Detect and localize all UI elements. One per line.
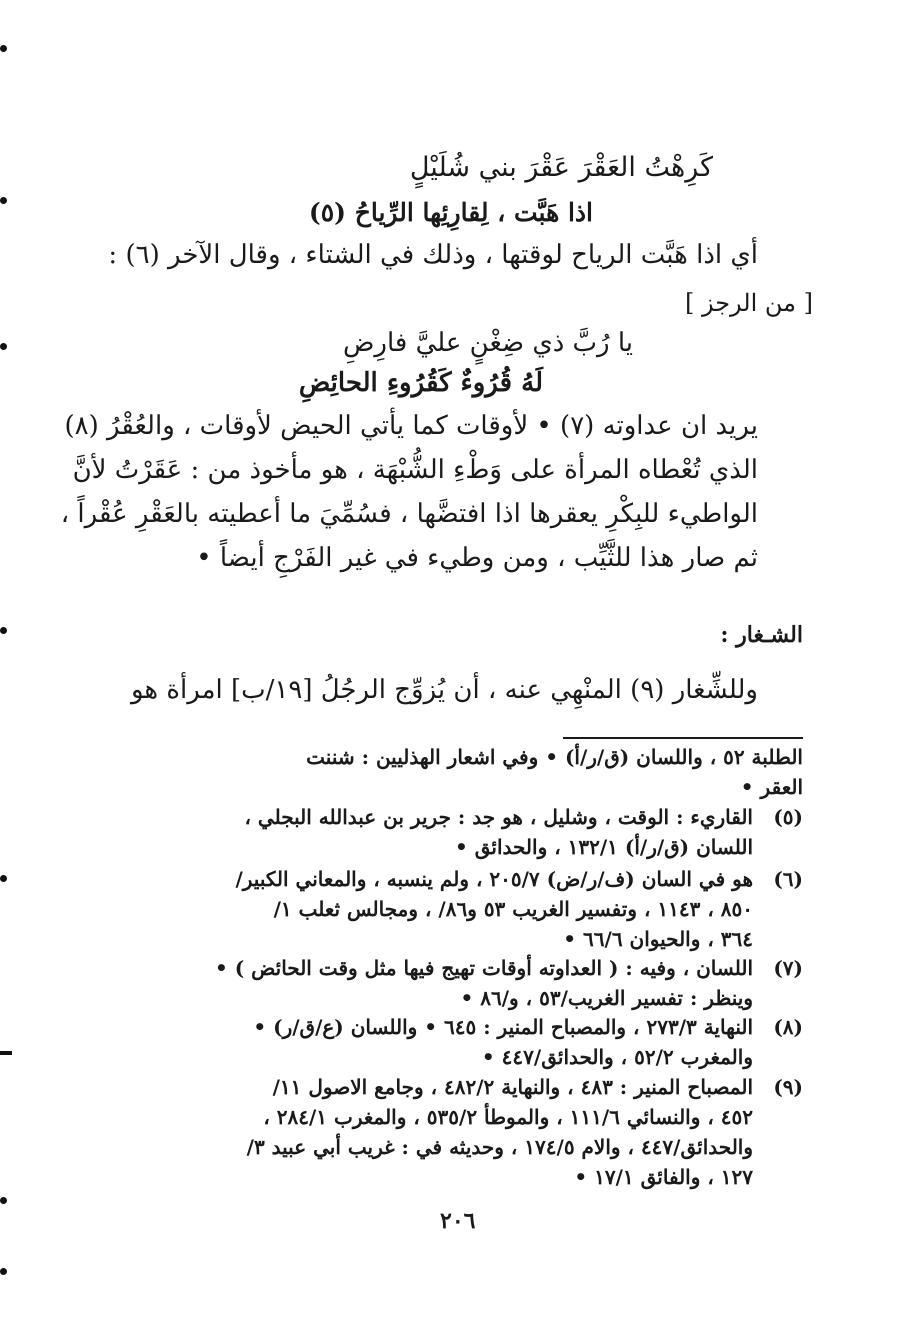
footnote-9 xyxy=(163,1072,803,1192)
footnote-line: اللسان (ق/ر/أ) ١٣٢/١ ، والحدائق • xyxy=(454,835,753,859)
footnote-line: والحدائق/٤٤٧ ، والام ١٧٤/٥ ، وحديثه في : غريب أبي عبيد ٣/ xyxy=(246,1135,753,1159)
footnote-line: ٨٥٠ ، ١١٤٣ ، وتفسير الغريب ٥٣ و٨٦/ ، ومجالس ثعلب ١/ xyxy=(273,897,753,921)
verse-line-3: يا رُبَّ ذي ضِغْنٍ عليَّ فارِضِ xyxy=(343,328,633,358)
footnote-line: هو في السان (ف/ر/ض) ٢٠٥/٧ ، ولم ينسبه ، والمعاني الكبير/ xyxy=(235,867,753,891)
footnote-number: (٦) xyxy=(773,867,803,891)
footnote-separator xyxy=(563,737,803,739)
footnote-line: ٤٥٢ ، والنسائي ١١١/٦ ، والموطأ ٥٣٥/٢ ، والمغرب ٢٨٤/١ ، xyxy=(263,1105,753,1129)
footnote-6 xyxy=(163,864,803,954)
footnote-number: (٨) xyxy=(773,1015,803,1039)
footnote-number: (٩) xyxy=(773,1075,803,1099)
body-line-5: ثم صار هذا للثَّيِّب ، ومن وطيء في غير الفَرْجِ أيضاً • xyxy=(196,543,758,573)
binding-mark xyxy=(0,627,7,634)
binding-mark xyxy=(0,1268,7,1275)
body-line-3: الذي تُعْطاه المرأة على وَطْءِ الشُّبْهَة ، هو مأخوذ من : عَقَرْتُ لأنَّ xyxy=(72,455,758,485)
footnote-7 xyxy=(163,953,803,1013)
binding-mark xyxy=(0,343,7,350)
footnote-line: ٣٦٤ ، والحيوان ٦٦/٦ • xyxy=(563,927,753,951)
footnote-number: (٧) xyxy=(773,956,803,980)
footnote-line: المصباح المنير : ٤٨٣ ، والنهاية ٤٨٢/٢ ، وجامع الاصول ١١/ xyxy=(272,1075,753,1099)
binding-mark xyxy=(0,197,7,204)
body-line-4: الواطيء للبِكْرِ يعقرها اذا افتضَّها ، فسُمِّيَ ما أعطيته بالعَقْرِ عُقْراً ، xyxy=(60,499,758,529)
footnote-number: (٥) xyxy=(773,805,803,829)
footnote-line: وينظر : تفسير الغريب/٥٣ ، و/٨٦ • xyxy=(460,986,753,1010)
binding-mark xyxy=(0,45,7,52)
footnote-line: النهاية ٢٧٣/٣ ، والمصباح المنير : ٦٤٥ • واللسان (ع/ق/ر) • xyxy=(253,1015,753,1039)
footnote-line: ١٢٧ ، والفائق ١٧/١ • xyxy=(574,1165,753,1189)
body-line-1: أي اذا هَبَّت الرياح لوقتها ، وذلك في الشتاء ، وقال الآخر (٦) : xyxy=(108,240,758,270)
binding-mark xyxy=(0,1051,12,1055)
body-line-6: وللشِّغار (٩) المنْهِي عنه ، أن يُزوِّج الرجُلُ [١٩/ب] امرأة هو xyxy=(130,675,758,705)
footnote-line: والمغرب ٥٢/٢ ، والحدائق/٤٤٧ • xyxy=(481,1045,753,1069)
section-heading: الشـغار : xyxy=(720,622,803,648)
verse-line-4: لَهُ قُرُوءٌ كَقُرُوءِ الحائِضِ xyxy=(298,368,543,398)
verse-line-1: كَرِهْتُ العَقْرَ عَقْرَ بني شُلَيْلٍ xyxy=(409,152,713,183)
meter-label: [ من الرجز ] xyxy=(684,289,813,317)
footnote-line: العقر • xyxy=(740,775,803,799)
footnote-5 xyxy=(163,802,803,862)
page-number: ٢٠٦ xyxy=(440,1208,476,1234)
footnote-continuation xyxy=(173,742,803,802)
footnote-line: القاريء : الوقت ، وشليل ، هو جد : جرير بن عبدالله البجلي ، xyxy=(244,805,753,829)
footnote-8 xyxy=(163,1012,803,1072)
footnote-line: الطلبة ٥٢ ، واللسان (ق/ر/أ) • وفي اشعار الهذليين : شننت xyxy=(306,745,803,769)
footnote-line: اللسان ، وفيه : ( العداوته أوقات تهيج فيها مثل وقت الحائض ) • xyxy=(214,956,753,980)
verse-line-2: اذا هَبَّت ، لِقارِئِها الرِّياحُ (٥) xyxy=(308,198,593,227)
body-line-2: يريد ان عداوته (٧) • لأوقات كما يأتي الحيض لأوقات ، والعُقْرُ (٨) xyxy=(64,411,758,441)
binding-mark xyxy=(0,875,7,882)
binding-mark xyxy=(0,1197,7,1204)
